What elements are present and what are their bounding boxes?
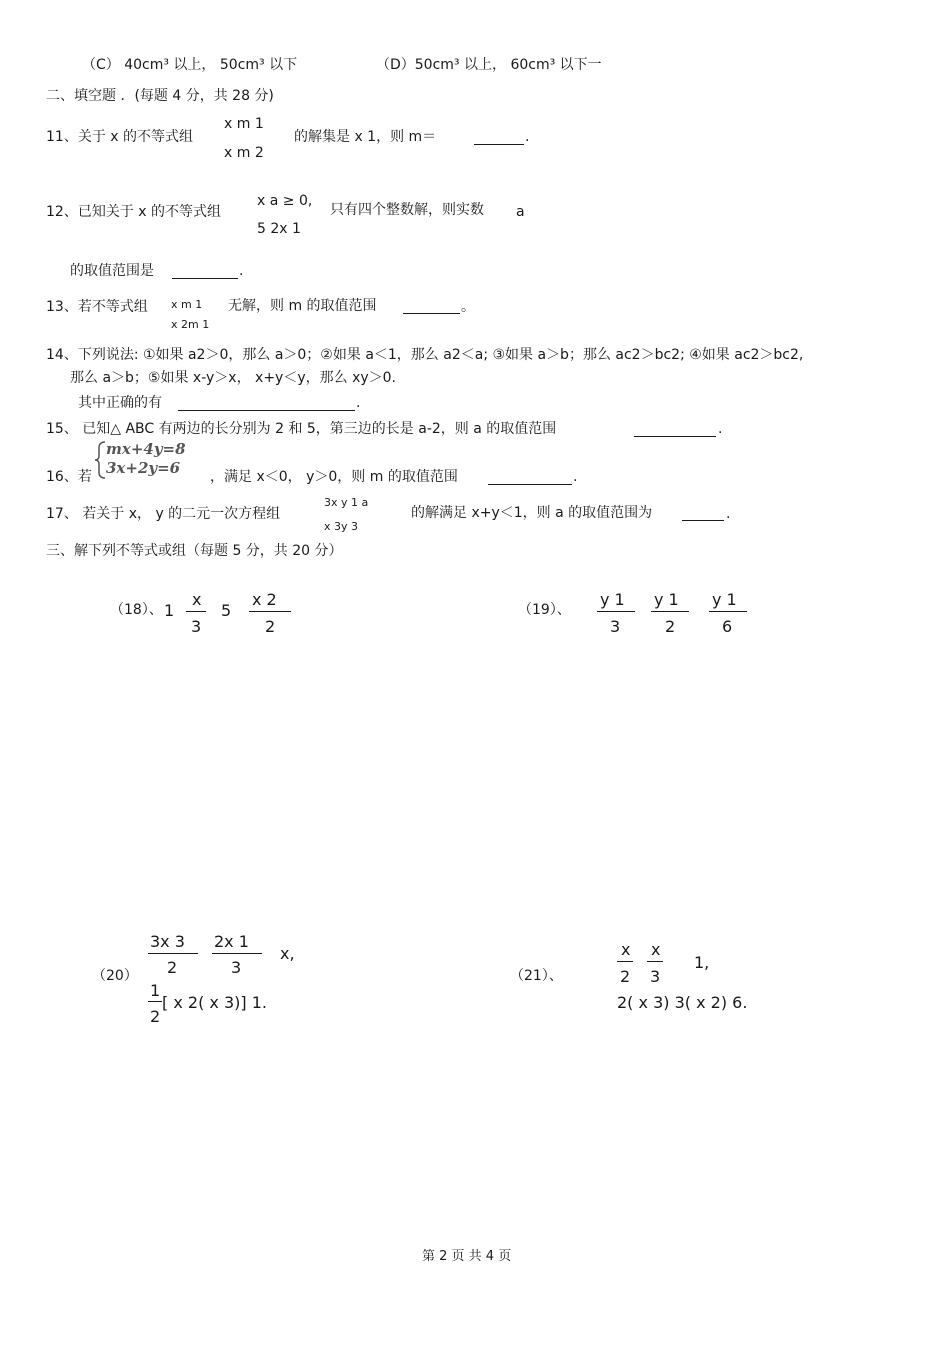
q12-var: a — [516, 204, 525, 220]
section-3-title: 三、解下列不等式或组（每题 5 分，共 20 分） — [46, 543, 343, 559]
q16-prefix: 16、若 — [46, 469, 92, 485]
q19-num2: y 1 — [654, 590, 679, 609]
q18-den2: 2 — [265, 617, 276, 636]
section-2-title: 二、填空题 ．(每题 4 分，共 28 分) — [46, 88, 274, 104]
q21-row2: 2( x 3) 3( x 2) 6. — [617, 993, 748, 1012]
q19-num3: y 1 — [712, 590, 737, 609]
q20-half-num: 1 — [150, 981, 161, 1000]
q13-system-row2: x 2m 1 — [171, 318, 210, 331]
q19-den2: 2 — [665, 617, 676, 636]
q15-answer-blank[interactable] — [634, 423, 716, 437]
q17-end: . — [726, 506, 731, 522]
q18-num2: x 2 — [252, 590, 277, 609]
q17-system-row1: 3x y 1 a — [324, 496, 369, 509]
q15-end: . — [718, 421, 723, 437]
q14-line2: 那么 a＞b；⑤如果 x-y＞x， x+y＜y，那么 xy＞0. — [70, 370, 396, 386]
q21-fraction-bar-1 — [617, 961, 633, 962]
q13-prefix: 13、若不等式组 — [46, 299, 148, 315]
q19-den1: 3 — [610, 617, 621, 636]
q13-end: 。 — [461, 299, 475, 315]
q12-system-row2: 5 2x 1 — [257, 221, 301, 237]
q18-num1: x — [192, 590, 202, 609]
q17-answer-blank[interactable] — [682, 507, 724, 521]
q11-end: . — [525, 129, 530, 145]
q16-suffix: ，满足 x＜0， y＞0，则 m 的取值范围 — [210, 469, 458, 485]
q21-tail1: 1, — [694, 953, 710, 972]
q11-system-row2: x m 2 — [224, 145, 264, 161]
q19-fraction-bar-3 — [709, 611, 747, 612]
q16-answer-blank[interactable] — [488, 471, 572, 485]
q14-line1: 14、下列说法: ①如果 a2＞0，那么 a＞0；②如果 a＜1，那么 a2＜a; ③如果 a＞b；那么 ac2＞bc2; ④如果 ac2＞bc2, — [46, 347, 804, 363]
q17-prefix: 17、 若关于 x， y 的二元一次方程组 — [46, 506, 281, 522]
q20-row2: [ x 2( x 3)] 1. — [162, 993, 267, 1012]
q12-end: . — [239, 263, 244, 279]
q18-five: 5 — [221, 601, 232, 620]
page-number: 第 2 页 共 4 页 — [422, 1249, 512, 1264]
q12-prefix: 12、已知关于 x 的不等式组 — [46, 204, 221, 220]
q15-text: 15、 已知△ ABC 有两边的长分别为 2 和 5，第三边的长是 a-2，则 a 的取值范围 — [46, 421, 557, 437]
q21-den2: 3 — [650, 967, 661, 986]
q20-den1: 2 — [167, 958, 178, 977]
q13-answer-blank[interactable] — [403, 300, 460, 314]
q14-end: . — [356, 395, 361, 411]
q18-fraction-bar-2 — [249, 611, 291, 612]
q17-suffix: 的解满足 x+y＜1，则 a 的取值范围为 — [411, 505, 653, 521]
q20-fraction-bar-2 — [212, 953, 262, 954]
q19-fraction-bar-2 — [651, 611, 689, 612]
q13-system-row1: x m 1 — [171, 298, 203, 311]
q12-system-row1: x a ≥ 0, — [257, 193, 313, 209]
q16-end: . — [573, 469, 578, 485]
q11-answer-blank[interactable] — [474, 131, 524, 145]
q21-num1: x — [621, 940, 631, 959]
q16-eq2: 3x+2y=6 — [106, 459, 181, 477]
q20-fraction-bar-1 — [148, 953, 198, 954]
q18-one: 1 — [164, 601, 175, 620]
q16-eq1: mx+4y=8 — [106, 440, 186, 458]
q21-den1: 2 — [620, 967, 631, 986]
q11-prefix: 11、关于 x 的不等式组 — [46, 129, 193, 145]
q21-label: （21）、 — [510, 968, 563, 984]
q21-fraction-bar-2 — [647, 961, 663, 962]
q14-answer-blank[interactable] — [178, 397, 355, 411]
q19-num1: y 1 — [600, 590, 625, 609]
q11-suffix: 的解集是 x 1，则 m＝ — [294, 129, 437, 145]
q12-suffix: 只有四个整数解，则实数 — [330, 202, 484, 218]
q20-fraction-bar-half — [148, 1001, 162, 1002]
q19-fraction-bar-1 — [597, 611, 635, 612]
q20-num2: 2x 1 — [214, 932, 249, 951]
option-c: （C） 40cm³ 以上， 50cm³ 以下 — [82, 57, 298, 73]
q20-label: （20） — [92, 968, 138, 984]
q20-den2: 3 — [231, 958, 242, 977]
q19-label: （19）、 — [518, 602, 571, 618]
q12-line2: 的取值范围是 — [70, 263, 154, 279]
q19-den3: 6 — [722, 617, 733, 636]
q21-num2: x — [651, 940, 661, 959]
q20-tail1: x, — [280, 944, 295, 963]
q20-half-den: 2 — [150, 1007, 161, 1026]
q18-label: （18）、 — [110, 602, 163, 618]
q14-line3: 其中正确的有 — [78, 395, 162, 411]
q18-den1: 3 — [191, 617, 202, 636]
q17-system-row2: x 3y 3 — [324, 520, 359, 533]
option-d: （D）50cm³ 以上， 60cm³ 以下一 — [376, 57, 602, 73]
q20-num1: 3x 3 — [150, 932, 185, 951]
q13-suffix: 无解，则 m 的取值范围 — [228, 298, 377, 314]
q12-answer-blank[interactable] — [172, 265, 238, 279]
q11-system-row1: x m 1 — [224, 116, 264, 132]
q18-fraction-bar-1 — [186, 611, 206, 612]
